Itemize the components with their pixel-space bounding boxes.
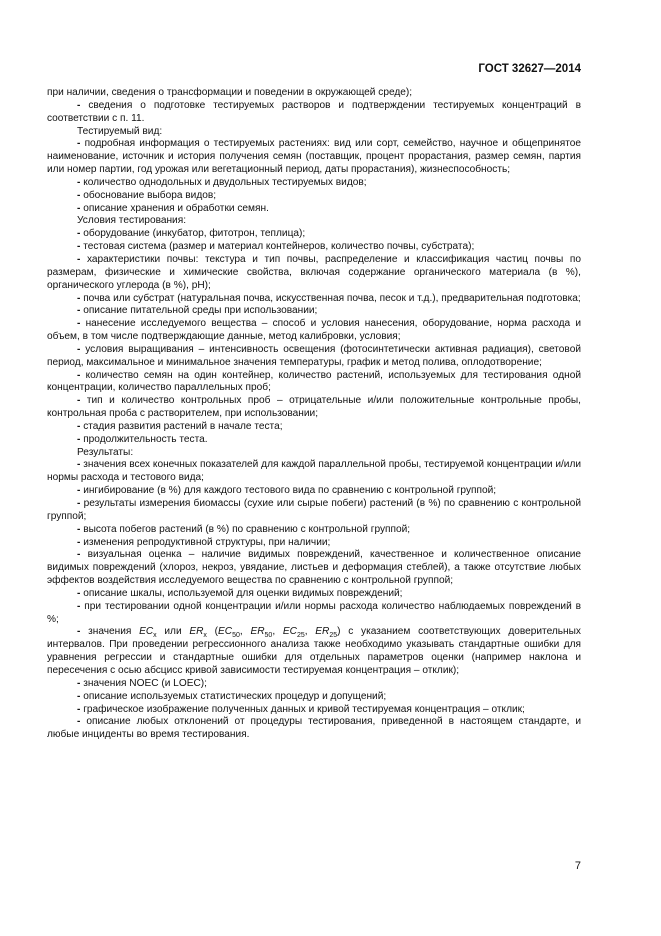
- paragraph-text: оборудование (инкубатор, фитотрон, теплица);: [83, 228, 306, 240]
- bullet-dash: -: [77, 241, 84, 253]
- paragraph-text: изменения репродуктивной структуры, при наличии;: [83, 536, 331, 548]
- list-item: [47, 691, 581, 704]
- ec50-symbol: [218, 626, 240, 640]
- paragraph-text: тестовая система (размер и материал контейнеров, количество почвы, субстрата);: [83, 241, 475, 253]
- bullet-dash: -: [77, 523, 84, 535]
- bullet-dash: -: [77, 189, 84, 201]
- document-body: [47, 87, 581, 742]
- list-item: [47, 305, 581, 318]
- paragraph-text: результаты измерения биомассы (сухие или сырые побеги) растений (в %) по сравнению с контрольной группой;: [47, 498, 581, 522]
- er-name: ER: [250, 626, 265, 638]
- paragraph-text: почва или субстрат (натуральная почва, искусственная почва, песок и т.д.), предварительная подготовка;: [83, 292, 581, 304]
- list-item: [47, 254, 581, 293]
- er25-symbol: [315, 626, 338, 640]
- ec-subscript: 50: [232, 632, 240, 640]
- list-item: [47, 370, 581, 396]
- paragraph-text: значения всех конечных показателей для каждой параллельной пробы, тестируемой концентрации и/или нормы расхода и тестового вида;: [47, 459, 582, 484]
- list-item: [47, 678, 581, 691]
- paragraph-text: обоснование выбора видов;: [83, 189, 217, 201]
- er-subscript: 50: [264, 632, 273, 640]
- paragraph-text: при наличии, сведения о трансформации и поведении в окружающей среде);: [47, 87, 413, 98]
- bullet-dash: -: [77, 202, 84, 214]
- paragraph-text: графическое изображение полученных данных и кривой тестируемая концентрация – отклик;: [83, 703, 525, 715]
- list-item: [47, 588, 581, 601]
- bullet-dash: -: [77, 459, 84, 471]
- er-subscript: 25: [329, 632, 338, 640]
- bullet-dash: -: [77, 485, 84, 497]
- bullet-dash: -: [77, 305, 84, 317]
- list-item: [47, 241, 581, 254]
- paragraph-text: при тестировании одной концентрации и/или нормы расхода количество наблюдаемых повреждений в %;: [47, 600, 582, 625]
- list-item: [47, 203, 581, 216]
- list-item: [47, 318, 581, 344]
- bullet-dash: -: [77, 498, 84, 509]
- ec-text: ) с указанием соответствующих доверительных интервалов. При проведении регрессионного анализа также необходимо указывать стандартные ошибки для уравнения регрессии и стандартные ошибки для отдельных параметров оценки (например наклона и пересечения с осью абсцисс кривой зависимости тестируемая концентрация – отклик);: [47, 626, 581, 676]
- list-item: [47, 100, 581, 126]
- paragraph-text: тип и количество контрольных проб – отрицательные и/или положительные контрольные пробы, контрольная проба с растворителем, при использовании;: [47, 395, 581, 420]
- ec-text: или: [156, 626, 190, 638]
- document-header: ГОСТ 32627—2014: [478, 63, 581, 75]
- ec-text: ,: [304, 626, 316, 638]
- bullet-dash: -: [77, 138, 85, 150]
- paragraph-text: описание питательной среды при использовании;: [83, 305, 318, 317]
- paragraph: [47, 126, 581, 139]
- paragraph: [47, 447, 581, 460]
- list-item: [47, 626, 581, 677]
- bullet-dash: -: [77, 600, 85, 612]
- list-item: [47, 344, 581, 370]
- ec-text: (: [206, 626, 219, 638]
- paragraph-text: сведения о подготовке тестируемых растворов и подтверждении тестируемых концентраций в соответствии с п. 11.: [47, 99, 581, 124]
- bullet-dash: -: [77, 176, 84, 188]
- ec-name: EC: [218, 626, 233, 638]
- paragraph-text: описание шкалы, используемой для оценки видимых повреждений;: [83, 587, 403, 599]
- ec-text: значения: [88, 626, 140, 638]
- paragraph-text: стадия развития растений в начале теста;: [83, 420, 283, 432]
- bullet-dash: -: [77, 318, 86, 330]
- paragraph-text: ингибирование (в %) для каждого тестового вида по сравнению с контрольной группой;: [83, 485, 497, 497]
- ec-text: ,: [272, 626, 283, 638]
- ec25-symbol: [282, 626, 305, 640]
- er-subscript: x: [203, 632, 207, 640]
- er-symbol: [189, 626, 207, 640]
- paragraph-text: характеристики почвы: текстура и тип почвы, распределение и классификация частиц почвы по размерам, физические и химические свойства, включая содержание органического материала (в %), органического углерода (в %), pH);: [47, 253, 581, 291]
- list-item: [47, 228, 581, 241]
- ec-name: EC: [139, 626, 154, 638]
- bullet-dash: -: [77, 433, 84, 445]
- paragraph-text: высота побегов растений (в %) по сравнению с контрольной группой;: [83, 523, 411, 535]
- bullet-dash: -: [77, 228, 84, 240]
- ec-subscript: x: [153, 632, 157, 640]
- bullet-dash: -: [77, 369, 86, 381]
- ec-subscript: 25: [296, 632, 305, 640]
- paragraph-text: описание хранения и обработки семян.: [83, 202, 269, 214]
- list-item: [47, 138, 581, 177]
- bullet-dash: -: [77, 587, 84, 599]
- paragraph-text: количество однодольных и двудольных тестируемых видов;: [83, 176, 367, 188]
- list-item: [47, 293, 581, 306]
- list-item: [47, 190, 581, 203]
- list-item: [47, 395, 581, 421]
- paragraph-text: визуальная оценка – наличие видимых повреждений, качественное и количественное описание видимых повреждений (хлороз, некроз, увядание, листьев и деформация стеблей), а также отсутствие любых эффектов воздействия исследуемого вещества по сравнению с контрольной группой;: [47, 549, 582, 587]
- list-item: [47, 704, 581, 717]
- ec-symbol: [139, 626, 157, 640]
- list-item: [47, 716, 581, 742]
- bullet-dash: -: [77, 703, 84, 715]
- bullet-dash: -: [77, 292, 84, 304]
- er-name: ER: [315, 626, 330, 638]
- er50-symbol: [250, 626, 273, 640]
- paragraph-text: продолжительность теста.: [83, 433, 208, 445]
- list-item: [47, 498, 581, 524]
- bullet-dash: -: [77, 99, 89, 111]
- bullet-dash: -: [77, 716, 87, 728]
- paragraph-text: Условия тестирования:: [77, 215, 187, 227]
- bullet-dash: -: [77, 549, 88, 561]
- list-item: [47, 177, 581, 190]
- paragraph-text: описание используемых статистических процедур и допущений;: [83, 690, 387, 702]
- paragraph: [47, 215, 581, 228]
- bullet-dash: -: [77, 536, 84, 548]
- list-item: [47, 537, 581, 550]
- list-item: [47, 524, 581, 537]
- paragraph-text: нанесение исследуемого вещества – способ и условия нанесения, оборудование, норма расхода и объем, в том числе подтверждающие данные, метод калибровки, условия;: [47, 318, 582, 343]
- bullet-dash: -: [77, 677, 84, 689]
- paragraph-text: значения NOEC (и LOEC);: [83, 677, 207, 689]
- list-item: [47, 434, 581, 447]
- bullet-dash: -: [77, 343, 86, 355]
- bullet-dash: -: [77, 690, 84, 702]
- er-name: ER: [189, 626, 204, 638]
- bullet-dash: -: [77, 253, 87, 265]
- bullet-dash: -: [77, 626, 89, 638]
- list-item: [47, 421, 581, 434]
- paragraph-text: описание любых отклонений от процедуры тестирования, приведенной в настоящем стандарте, и любые инциденты во время тестирования.: [47, 716, 582, 741]
- paragraph: [47, 87, 581, 100]
- paragraph-text: Тестируемый вид:: [77, 125, 163, 137]
- paragraph-text: Результаты:: [77, 446, 134, 458]
- list-item: [47, 601, 581, 627]
- ec-text: ,: [239, 626, 251, 638]
- bullet-dash: -: [77, 420, 84, 432]
- ec-name: EC: [282, 626, 297, 638]
- paragraph-text: количество семян на один контейнер, количество растений, используемых для тестирования одной концентрации, количество параллельных проб;: [47, 369, 581, 394]
- bullet-dash: -: [77, 395, 87, 407]
- page-number: 7: [574, 860, 581, 872]
- paragraph-text: условия выращивания – интенсивность освещения (фотосинтетически активная радиация), световой период, максимальное и минимальное значения температуры, график и метод полива, оплодотворение;: [47, 343, 581, 368]
- list-item: [47, 549, 581, 588]
- list-item: [47, 459, 581, 485]
- list-item: [47, 485, 581, 498]
- paragraph-text: подробная информация о тестируемых растениях: вид или сорт, семейство, научное и общепринятое наименование, источник и история получения семян (поставщик, процент прорастания, размер семян, партия или номер партии, год урожая или вегетационный период, даты прорастания), жизнеспособность;: [47, 138, 582, 176]
